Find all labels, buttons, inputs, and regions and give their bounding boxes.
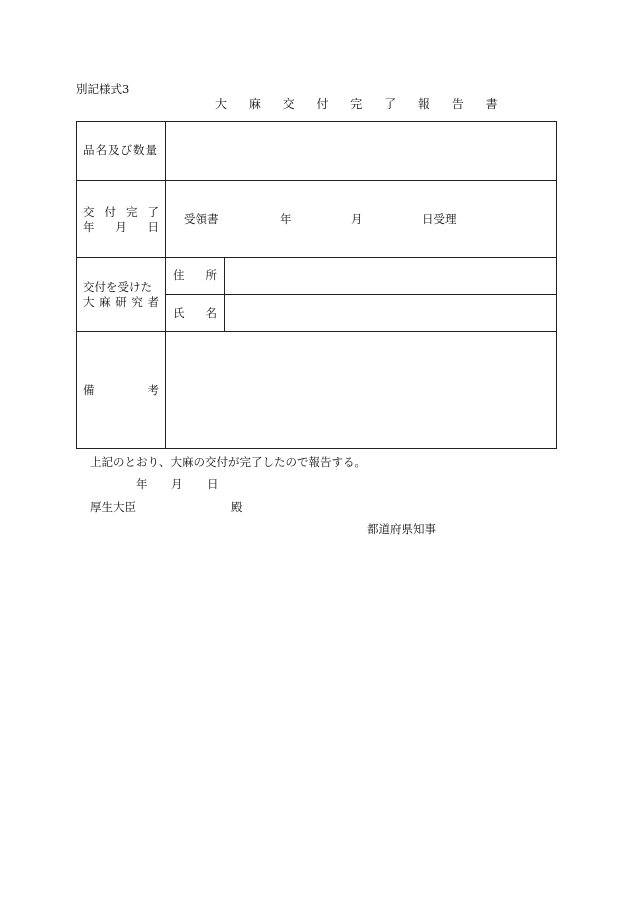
label-completion-date-line2: 年 月 日 (83, 220, 159, 234)
date-year: 年 (136, 477, 148, 491)
addressee: 厚生大臣 (90, 500, 136, 514)
remarks-field[interactable] (166, 332, 556, 448)
label-item-quantity: 品名及び数量 (83, 143, 158, 157)
form-number: 別記様式3 (76, 82, 130, 96)
document-title: 大 麻 交 付 完 了 報 告 書 (215, 97, 507, 111)
report-table (76, 121, 557, 449)
honorific: 殿 (231, 500, 243, 514)
completion-date-field[interactable] (166, 181, 556, 257)
label-completion-date-line1: 交 付 完 了 (83, 205, 159, 219)
date-month: 月 (171, 477, 183, 491)
receipt-day-suffix: 日受理 (422, 212, 457, 226)
address-field[interactable] (225, 258, 556, 294)
label-name: 氏 名 (173, 306, 217, 320)
label-address: 住 所 (173, 268, 217, 282)
label-remarks: 備 考 (83, 383, 159, 397)
name-field[interactable] (225, 295, 556, 331)
receipt-month: 月 (351, 212, 363, 226)
sender: 都道府県知事 (367, 522, 436, 536)
label-recipient-line1: 交付を受けた (83, 280, 152, 294)
completion-statement: 上記のとおり、大麻の交付が完了したので報告する。 (90, 455, 366, 469)
receipt-prefix: 受領書 (184, 212, 219, 226)
item-quantity-field[interactable] (166, 122, 556, 180)
receipt-year: 年 (280, 212, 292, 226)
date-day: 日 (207, 477, 219, 491)
label-recipient-line2: 大 麻 研 究 者 (83, 295, 159, 309)
